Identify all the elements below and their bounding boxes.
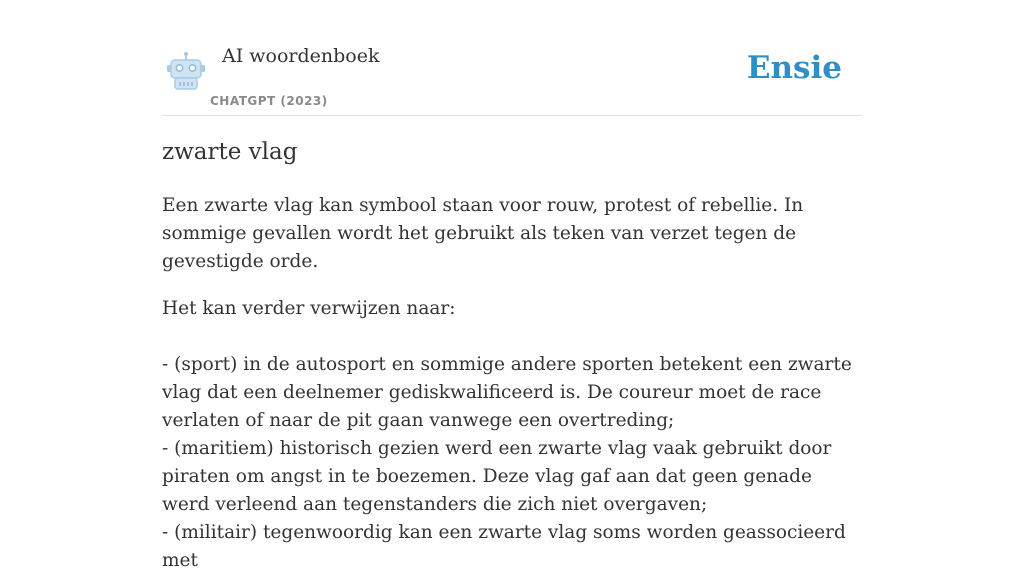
dictionary-name[interactable]: AI woordenboek bbox=[222, 45, 380, 67]
list-item: - (maritiem) historisch gezien werd een zwarte vlag vaak gebruikt door piraten om angst in te boezemen. Deze vlag gaf aan dat geen genade werd verleend aan tegenstanders die zich niet overgaven; bbox=[162, 438, 832, 515]
source-label: CHATGPT (2023) bbox=[210, 94, 328, 108]
intro-text: Het kan verder verwijzen naar: bbox=[162, 298, 456, 319]
header bbox=[162, 0, 862, 116]
main-container bbox=[162, 0, 862, 571]
list-item: - (sport) in de autosport en sommige andere sporten betekent een zwarte vlag dat een deelnemer gediskwalificeerd is. De coureur moet de race verlaten of naar de pit gaan vanwege een overtreding; bbox=[162, 354, 852, 431]
spacer bbox=[162, 323, 862, 351]
entry-term: zwarte vlag bbox=[162, 139, 298, 165]
list-item: - (militair) tegenwoordig kan een zwarte vlag soms worden geassocieerd met bbox=[162, 522, 846, 571]
robot-icon bbox=[165, 51, 207, 91]
ensie-logo[interactable]: Ensie bbox=[746, 50, 842, 86]
entry-content bbox=[162, 192, 862, 575]
definition-text: Een zwarte vlag kan symbool staan voor rouw, protest of rebellie. In sommige gevallen wordt het gebruikt als teken van verzet tegen de gevestigde orde. bbox=[162, 195, 804, 272]
